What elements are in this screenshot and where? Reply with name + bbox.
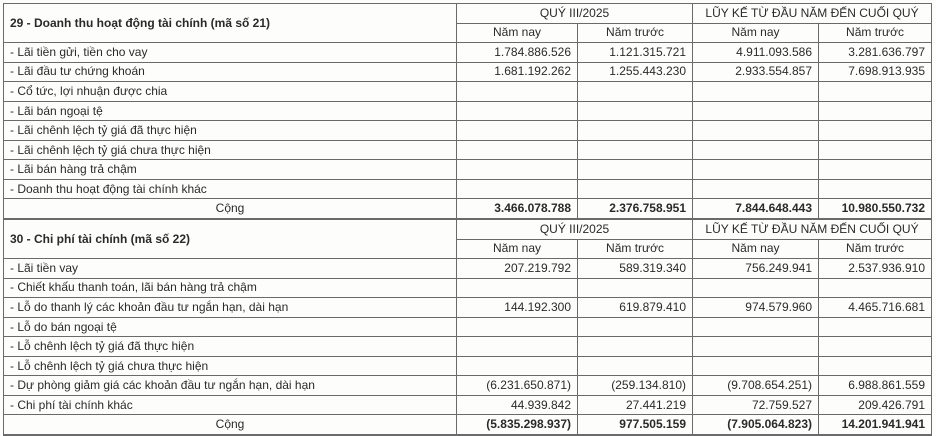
value-ytd-current: (9.708.654.251) [693,376,819,396]
total-quarter-current: (5.835.298.937) [457,415,578,435]
value-ytd-current [693,337,819,357]
value-quarter-previous [578,101,693,121]
row-label: - Lãi đầu tư chứng khoán [4,62,457,82]
value-quarter-current: 44.939.842 [457,395,578,415]
value-ytd-current: 756.249.941 [693,259,819,279]
value-ytd-current: 72.759.527 [693,395,819,415]
ytd-group-header: LŨY KẾ TỪ ĐẦU NĂM ĐẾN CUỐI QUÝ [693,219,932,239]
value-ytd-current [693,101,819,121]
value-ytd-previous [819,140,932,160]
value-quarter-previous: 589.319.340 [578,259,693,279]
value-ytd-previous [819,317,932,337]
value-ytd-previous [819,160,932,180]
value-ytd-current [693,317,819,337]
value-quarter-previous [578,82,693,102]
value-quarter-current: (6.231.650.871) [457,376,578,396]
value-quarter-current: 207.219.792 [457,259,578,279]
total-ytd-current: (7.905.064.823) [693,415,819,435]
value-quarter-current [457,337,578,357]
row-label: - Lỗ do thanh lý các khoản đầu tư ngắn hạn, dài hạn [4,298,457,318]
row-label: - Lãi tiền gửi, tiền cho vay [4,43,457,63]
value-quarter-previous: 1.121.315.721 [578,43,693,63]
value-ytd-previous: 4.465.716.681 [819,298,932,318]
row-label: - Chiết khấu thanh toán, lãi bán hàng trả chậm [4,278,457,298]
value-ytd-current [693,160,819,180]
value-ytd-current [693,121,819,141]
row-label: - Chi phí tài chính khác [4,395,457,415]
table-row [4,259,932,279]
table-row [4,62,932,82]
table-row [4,376,932,396]
value-quarter-previous: 27.441.219 [578,395,693,415]
total-label: Cộng [4,415,457,435]
col-header-previous-year: Năm trước [819,239,932,259]
value-quarter-previous: 1.255.443.230 [578,62,693,82]
row-label: - Lỗ chênh lệch tỷ giá đã thực hiện [4,337,457,357]
col-header-current-year: Năm nay [693,23,819,43]
value-quarter-current [457,179,578,199]
total-ytd-previous: 14.201.941.941 [819,415,932,435]
value-quarter-previous [578,337,693,357]
quarter-group-header: QUÝ III/2025 [457,219,693,239]
value-ytd-previous: 6.988.861.559 [819,376,932,396]
table-row [4,101,932,121]
value-ytd-previous [819,101,932,121]
value-quarter-current [457,160,578,180]
col-header-previous-year: Năm trước [819,23,932,43]
value-quarter-previous [578,356,693,376]
row-label: - Lãi chênh lệch tỷ giá đã thực hiện [4,121,457,141]
value-ytd-current [693,140,819,160]
table-row [4,337,932,357]
total-ytd-previous: 10.980.550.732 [819,199,932,219]
ytd-group-header: LŨY KẾ TỪ ĐẦU NĂM ĐẾN CUỐI QUÝ [693,4,932,24]
total-quarter-previous: 2.376.758.951 [578,199,693,219]
value-quarter-current [457,121,578,141]
value-quarter-current [457,82,578,102]
value-quarter-current: 144.192.300 [457,298,578,318]
value-quarter-previous [578,317,693,337]
value-quarter-current: 1.681.192.262 [457,62,578,82]
value-ytd-current: 974.579.960 [693,298,819,318]
row-label: - Lỗ chênh lệch tỷ giá chưa thực hiện [4,356,457,376]
section-title: 29 - Doanh thu hoạt động tài chính (mã số 21) [4,4,457,43]
value-ytd-previous [819,337,932,357]
table-row [4,317,932,337]
value-quarter-previous [578,179,693,199]
total-label: Cộng [4,199,457,219]
table-row [4,82,932,102]
table-row [4,278,932,298]
value-quarter-current [457,356,578,376]
value-ytd-previous: 3.281.636.797 [819,43,932,63]
col-header-current-year: Năm nay [457,239,578,259]
value-quarter-previous [578,121,693,141]
value-ytd-current [693,179,819,199]
quarter-group-header: QUÝ III/2025 [457,4,693,24]
value-quarter-previous [578,140,693,160]
value-ytd-current [693,82,819,102]
value-ytd-current: 2.933.554.857 [693,62,819,82]
table-row [4,160,932,180]
row-label: - Cổ tức, lợi nhuận được chia [4,82,457,102]
value-quarter-previous [578,160,693,180]
value-quarter-previous [578,278,693,298]
col-header-previous-year: Năm trước [578,23,693,43]
row-label: - Lãi tiền vay [4,259,457,279]
value-quarter-current [457,140,578,160]
value-ytd-previous [819,278,932,298]
table-row [4,395,932,415]
value-ytd-previous: 2.537.936.910 [819,259,932,279]
value-quarter-current [457,278,578,298]
row-label: - Lãi bán ngoại tệ [4,101,457,121]
value-ytd-previous [819,121,932,141]
table-row [4,356,932,376]
total-row [4,199,932,219]
table-row [4,43,932,63]
value-quarter-current [457,317,578,337]
total-quarter-current: 3.466.078.788 [457,199,578,219]
value-ytd-previous [819,82,932,102]
row-label: - Lỗ do bán ngoại tệ [4,317,457,337]
section-header-row [4,4,932,24]
value-ytd-current: 4.911.093.586 [693,43,819,63]
col-header-previous-year: Năm trước [578,239,693,259]
value-ytd-previous: 7.698.913.935 [819,62,932,82]
value-quarter-previous: (259.134.810) [578,376,693,396]
value-ytd-current [693,278,819,298]
value-quarter-current [457,101,578,121]
total-ytd-current: 7.844.648.443 [693,199,819,219]
row-label: - Lãi chênh lệch tỷ giá chưa thực hiện [4,140,457,160]
table-row [4,121,932,141]
value-ytd-previous [819,356,932,376]
value-ytd-current [693,356,819,376]
table-row [4,140,932,160]
financial-notes-table [3,3,932,436]
value-ytd-previous: 209.426.791 [819,395,932,415]
col-header-current-year: Năm nay [693,239,819,259]
section-title: 30 - Chi phí tài chính (mã số 22) [4,219,457,259]
row-label: - Doanh thu hoạt động tài chính khác [4,179,457,199]
row-label: - Lãi bán hàng trả chậm [4,160,457,180]
col-header-current-year: Năm nay [457,23,578,43]
total-quarter-previous: 977.505.159 [578,415,693,435]
row-label: - Dự phòng giảm giá các khoản đầu tư ngắn hạn, dài hạn [4,376,457,396]
section-header-row [4,219,932,239]
value-ytd-previous [819,179,932,199]
total-row [4,415,932,435]
value-quarter-current: 1.784.886.526 [457,43,578,63]
table-row [4,298,932,318]
table-row [4,179,932,199]
value-quarter-previous: 619.879.410 [578,298,693,318]
